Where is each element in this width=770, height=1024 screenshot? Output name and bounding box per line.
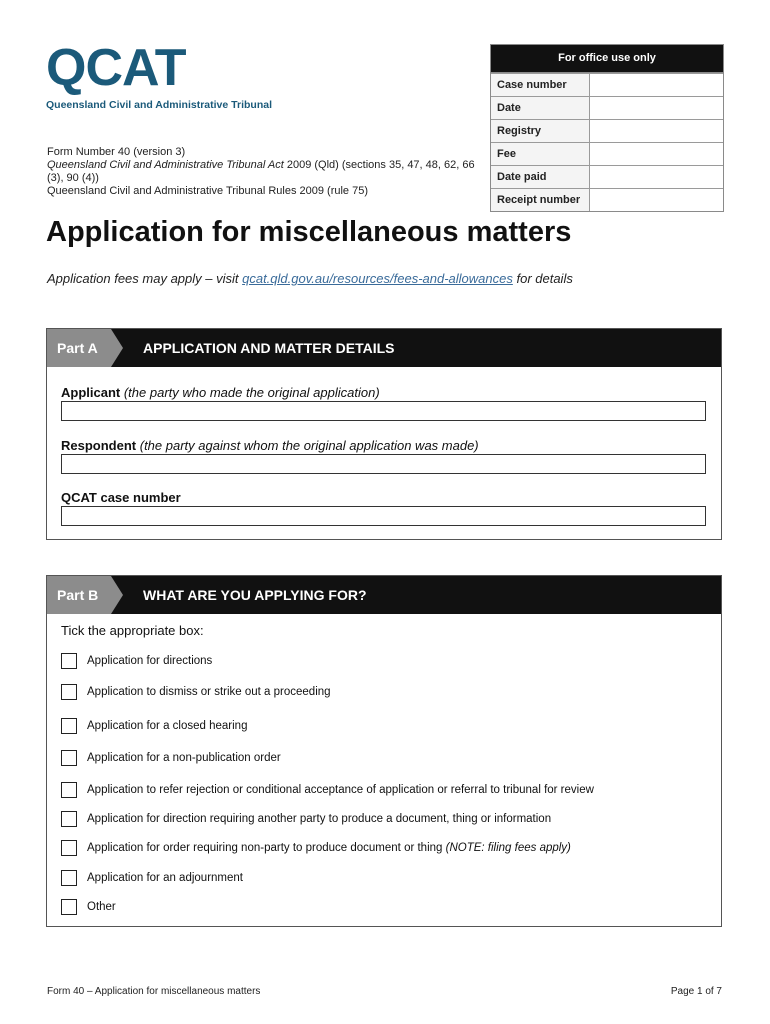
checkbox[interactable]	[61, 684, 77, 700]
part-b-header	[47, 576, 721, 614]
part-b-title: WHAT ARE YOU APPLYING FOR?	[143, 587, 367, 603]
form-act	[47, 159, 487, 185]
option-label: Application for directions	[87, 655, 213, 667]
act-name: Queensland Civil and Administrative Tribunal Act	[47, 159, 284, 171]
office-row-case-number	[491, 73, 723, 96]
part-b-tab: Part B	[47, 576, 111, 614]
option-text: Application for order requiring non-party to produce document or thing	[87, 842, 446, 854]
checkbox[interactable]	[61, 870, 77, 886]
option-other	[61, 898, 116, 916]
office-label: Receipt number	[491, 189, 590, 211]
respondent-note: (the party against whom the original application was made)	[136, 438, 479, 453]
footer-page-number: Page 1 of 7	[670, 986, 722, 997]
logo-subtitle: Queensland Civil and Administrative Tribunal	[46, 99, 272, 111]
footer-form-name: Form 40 – Application for miscellaneous matters	[47, 986, 261, 997]
option-non-party	[61, 839, 571, 857]
option-refer-rejection	[61, 781, 594, 799]
page-title: Application for miscellaneous matters	[46, 216, 572, 248]
option-label	[87, 842, 571, 854]
office-use-heading: For office use only	[491, 45, 723, 73]
respondent-label	[61, 438, 479, 453]
form-number: Form Number 40 (version 3)	[47, 146, 186, 158]
office-use-table	[490, 44, 724, 212]
part-a-title: APPLICATION AND MATTER DETAILS	[143, 340, 395, 356]
checkbox[interactable]	[61, 718, 77, 734]
part-a-section	[46, 328, 722, 540]
office-row-registry	[491, 119, 723, 142]
option-label: Application to refer rejection or conditional acceptance of application or referral to tribunal for review	[87, 784, 594, 796]
act-sections: 2009 (Qld) (sections 35, 47, 48, 62, 66 (3), 90 (4))	[47, 159, 475, 184]
office-label: Registry	[491, 120, 590, 142]
fees-notice	[47, 271, 573, 286]
checkbox[interactable]	[61, 782, 77, 798]
option-produce-document	[61, 810, 551, 828]
part-a-header	[47, 329, 721, 367]
option-non-publication	[61, 749, 281, 767]
office-receipt-number-field[interactable]	[590, 189, 723, 211]
tick-instruction: Tick the appropriate box:	[61, 623, 204, 638]
fees-suffix: for details	[512, 271, 573, 286]
office-label: Fee	[491, 143, 590, 165]
option-label: Other	[87, 901, 116, 913]
applicant-note: (the party who made the original application)	[120, 385, 380, 400]
form-info	[47, 146, 487, 198]
office-registry-field[interactable]	[590, 120, 723, 142]
option-dismiss	[61, 683, 331, 701]
office-label: Case number	[491, 74, 590, 96]
office-row-receipt-number	[491, 188, 723, 211]
qcat-logo: QCAT	[46, 39, 186, 97]
office-case-number-field[interactable]	[590, 74, 723, 96]
option-label: Application for direction requiring another party to produce a document, thing or information	[87, 813, 552, 825]
option-label: Application for a non-publication order	[87, 752, 281, 764]
office-fee-field[interactable]	[590, 143, 723, 165]
office-row-fee	[491, 142, 723, 165]
option-label: Application for a closed hearing	[87, 720, 248, 732]
option-directions	[61, 652, 212, 670]
option-closed-hearing	[61, 717, 247, 735]
case-number-label	[61, 490, 181, 505]
office-row-date-paid	[491, 165, 723, 188]
applicant-field[interactable]	[61, 401, 706, 421]
part-a-tab: Part A	[47, 329, 111, 367]
office-label: Date paid	[491, 166, 590, 188]
applicant-label	[61, 385, 380, 400]
part-b-section	[46, 575, 722, 927]
option-label: Application for an adjournment	[87, 872, 243, 884]
office-row-date	[491, 96, 723, 119]
checkbox[interactable]	[61, 840, 77, 856]
checkbox[interactable]	[61, 750, 77, 766]
applicant-label-text: Applicant	[61, 385, 121, 400]
respondent-label-text: Respondent	[61, 438, 137, 453]
respondent-field[interactable]	[61, 454, 706, 474]
filing-fees-note: (NOTE: filing fees apply)	[445, 842, 571, 854]
office-label: Date	[491, 97, 590, 119]
office-date-field[interactable]	[590, 97, 723, 119]
office-date-paid-field[interactable]	[590, 166, 723, 188]
fees-link[interactable]: qcat.qld.gov.au/resources/fees-and-allowances	[242, 271, 513, 286]
form-rules: Queensland Civil and Administrative Tribunal Rules 2009 (rule 75)	[47, 185, 369, 197]
case-number-field[interactable]	[61, 506, 706, 526]
case-number-label-text: QCAT case number	[61, 490, 181, 505]
fees-prefix: Application fees may apply – visit	[47, 271, 243, 286]
option-adjournment	[61, 869, 243, 887]
option-label: Application to dismiss or strike out a proceeding	[87, 686, 331, 698]
checkbox[interactable]	[61, 653, 77, 669]
checkbox[interactable]	[61, 811, 77, 827]
checkbox[interactable]	[61, 899, 77, 915]
